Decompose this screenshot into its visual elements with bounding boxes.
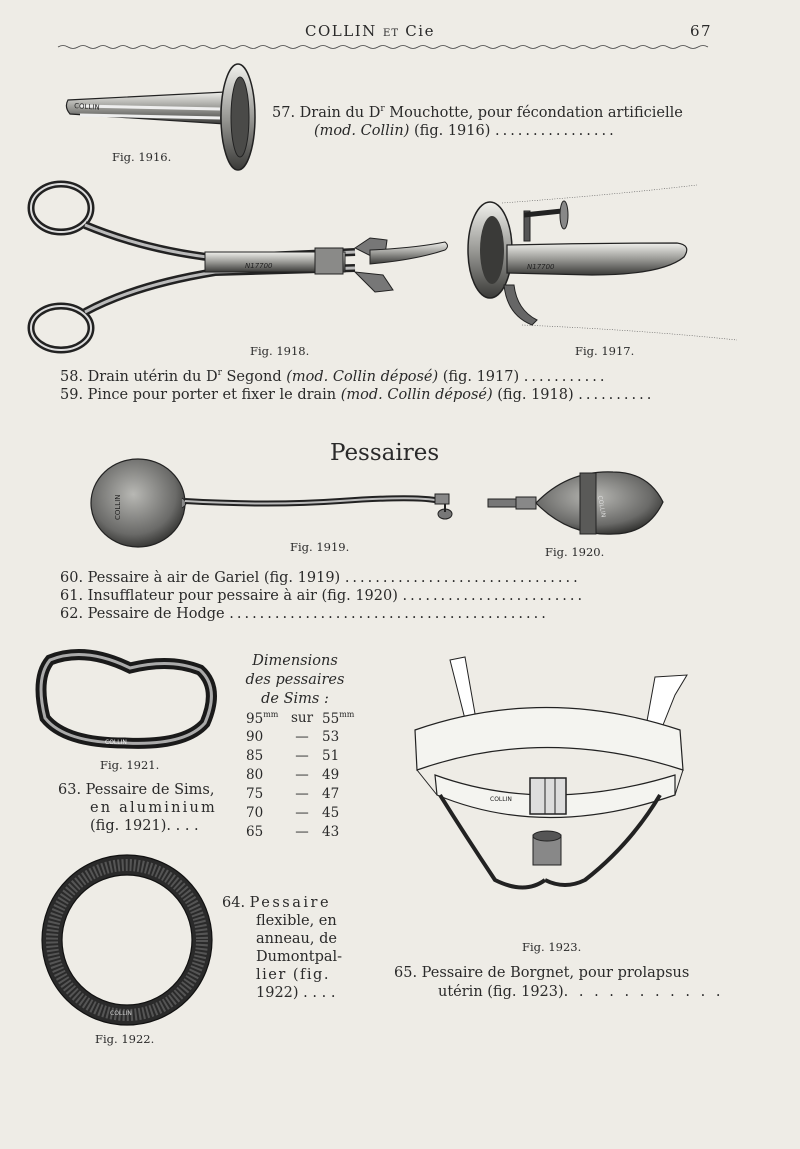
figure-1919-caption: Fig. 1919.: [290, 540, 350, 554]
engraved-collin-mark: COLLIN: [114, 494, 122, 520]
item-59-text: Pince pour porter et fixer le drain: [87, 387, 341, 403]
item-number: 64.: [222, 895, 246, 911]
item-number: 63.: [58, 782, 82, 798]
item-64-line-4: Dumontpal-: [256, 949, 343, 965]
figure-1919-air-pessary-illustration: [90, 456, 470, 551]
header-brand: COLLIN: [305, 22, 377, 40]
item-65-line-2: [438, 984, 723, 1000]
dimension-length: 70: [246, 805, 264, 821]
item-57-model: (mod. Collin): [314, 123, 410, 139]
leader-dots: . . . . . . . . . . .: [563, 984, 724, 1000]
dimensions-title-2: des pessaires: [245, 672, 345, 688]
item-58: [60, 368, 670, 385]
engraved-collin-mark: COLLIN: [105, 739, 127, 746]
item-number: 60.: [60, 570, 84, 586]
item-number: 61.: [60, 588, 84, 604]
figure-1922-ring-pessary-illustration: [40, 853, 215, 1028]
item-57-line-1: [272, 104, 683, 121]
leader-dots: ................: [494, 123, 617, 139]
figure-1923-borgnet-pessary-illustration: [405, 655, 695, 925]
header-cie: Cie: [405, 22, 435, 40]
leader-dots: ...............................: [344, 570, 581, 586]
item-65-text-2: utérin (fig. 1923): [438, 984, 564, 1000]
item-64-line-2: flexible, en: [256, 913, 337, 929]
figure-1921-caption: Fig. 1921.: [100, 758, 160, 772]
item-62-text: Pessaire de Hodge: [87, 606, 225, 622]
sims-dimensions-table: [246, 710, 358, 843]
unit-label: mm: [263, 710, 279, 719]
dimensions-row: [246, 748, 358, 767]
dimension-separator: —: [295, 767, 309, 783]
item-number: 57.: [272, 104, 296, 121]
engraved-serial: N17700: [527, 263, 555, 271]
item-63-line-3: (fig. 1921). . . .: [90, 818, 199, 834]
dimension-separator: —: [295, 786, 309, 802]
item-59-fig-ref: (fig. 1918): [492, 387, 574, 403]
item-58-fig-ref: (fig. 1917): [438, 368, 520, 385]
item-57-text-a: Drain du D: [299, 104, 381, 121]
engraved-collin-mark: COLLIN: [73, 102, 100, 112]
dimension-length: 85: [246, 748, 264, 764]
engraved-collin-mark: COLLIN: [596, 495, 607, 518]
dimension-length: 90: [246, 729, 264, 745]
item-57-sup: r: [380, 104, 385, 114]
figure-1923-caption: Fig. 1923.: [522, 940, 582, 954]
dimension-width: 43: [322, 824, 340, 840]
figure-1920-insufflator-illustration: [488, 462, 673, 547]
dimension-width: 55: [322, 710, 340, 727]
item-59: [60, 387, 670, 403]
dimensions-row: [246, 710, 358, 729]
item-58-sup: r: [217, 368, 222, 378]
item-64-line-5: lier (fig.: [256, 967, 330, 983]
dimensions-row: [246, 805, 358, 824]
dimension-width: 53: [322, 729, 340, 745]
dimensions-title-1: Dimensions: [252, 653, 338, 669]
engraved-collin-mark: COLLIN: [490, 796, 512, 803]
item-63-line-2: en aluminium: [90, 800, 218, 816]
header-et: ET: [383, 28, 400, 39]
figure-1921-sims-pessary-illustration: [35, 648, 220, 753]
item-64-line-6: 1922) . . . .: [256, 985, 336, 1001]
item-59-model: (mod. Collin déposé): [340, 387, 493, 403]
unit-label: mm: [339, 710, 355, 719]
dimensions-row: [246, 786, 358, 805]
dimension-separator: —: [295, 824, 309, 840]
item-57-fig-ref: (fig. 1916): [409, 123, 491, 139]
dimension-cell: [246, 710, 282, 729]
item-57-text-b: Mouchotte, pour fécondation artificielle: [384, 104, 683, 121]
item-63-line-1: [58, 782, 215, 798]
dimension-width: 47: [322, 786, 340, 802]
dimension-width: 45: [322, 805, 340, 821]
item-64-text-1: Pessaire: [249, 895, 332, 911]
dimension-separator: —: [295, 729, 309, 745]
figure-1920-caption: Fig. 1920.: [545, 545, 605, 559]
item-number: 58.: [60, 368, 84, 385]
dimension-cell: [322, 710, 358, 729]
leader-dots: ..........................................: [229, 606, 549, 622]
item-62: [60, 606, 670, 622]
sims-dimensions-heading: [232, 652, 358, 709]
header-rule: [58, 44, 708, 50]
dimension-length: 95: [246, 710, 264, 727]
dimensions-row: [246, 824, 358, 843]
item-58-model: (mod. Collin déposé): [286, 368, 439, 385]
item-64-line-3: anneau, de: [256, 931, 337, 947]
dimension-length: 65: [246, 824, 264, 840]
dimension-width: 49: [322, 767, 340, 783]
running-header: [305, 22, 435, 40]
engraved-serial: N17700: [245, 262, 273, 270]
dimensions-row: [246, 729, 358, 748]
item-65-text-1: Pessaire de Borgnet, pour prolapsus: [421, 965, 690, 981]
figure-1917-caption: Fig. 1917.: [575, 344, 635, 358]
item-number: 62.: [60, 606, 84, 622]
dimension-width: 51: [322, 748, 340, 764]
dimension-length: 75: [246, 786, 264, 802]
dimension-separator: —: [295, 748, 309, 764]
leader-dots: ..........: [578, 387, 655, 403]
item-61-text: Insufflateur pour pessaire à air (fig. 1920): [87, 588, 398, 604]
item-64-line-1: [222, 895, 331, 911]
dimensions-row: [246, 767, 358, 786]
dimension-separator: sur: [290, 710, 314, 726]
figure-1916-caption: Fig. 1916.: [112, 150, 172, 164]
figure-1918-caption: Fig. 1918.: [250, 344, 310, 358]
figure-1922-caption: Fig. 1922.: [95, 1032, 155, 1046]
leader-dots: ...........: [523, 368, 608, 385]
item-60: [60, 570, 670, 586]
item-number: 59.: [60, 387, 84, 403]
figure-1918-forceps-illustration: [25, 180, 455, 355]
item-65-line-1: [394, 965, 689, 981]
item-63-text-1: Pessaire de Sims,: [85, 782, 215, 798]
dimension-length: 80: [246, 767, 264, 783]
engraved-collin-mark: COLLIN: [110, 1010, 132, 1017]
dimensions-title-3: de Sims :: [261, 691, 329, 707]
item-60-text: Pessaire à air de Gariel (fig. 1919): [87, 570, 341, 586]
item-number: 65.: [394, 965, 418, 981]
item-57-line-2: [314, 123, 617, 139]
section-title: Pessaires: [330, 440, 440, 466]
page-number: 67: [690, 22, 713, 40]
figure-1917-drain-illustration: [462, 185, 742, 345]
item-58-text-a: Drain utérin du D: [87, 368, 218, 385]
dimension-separator: —: [295, 805, 309, 821]
leader-dots: ........................: [402, 588, 586, 604]
item-61: [60, 588, 670, 604]
item-58-text-b: Segond: [221, 368, 287, 385]
